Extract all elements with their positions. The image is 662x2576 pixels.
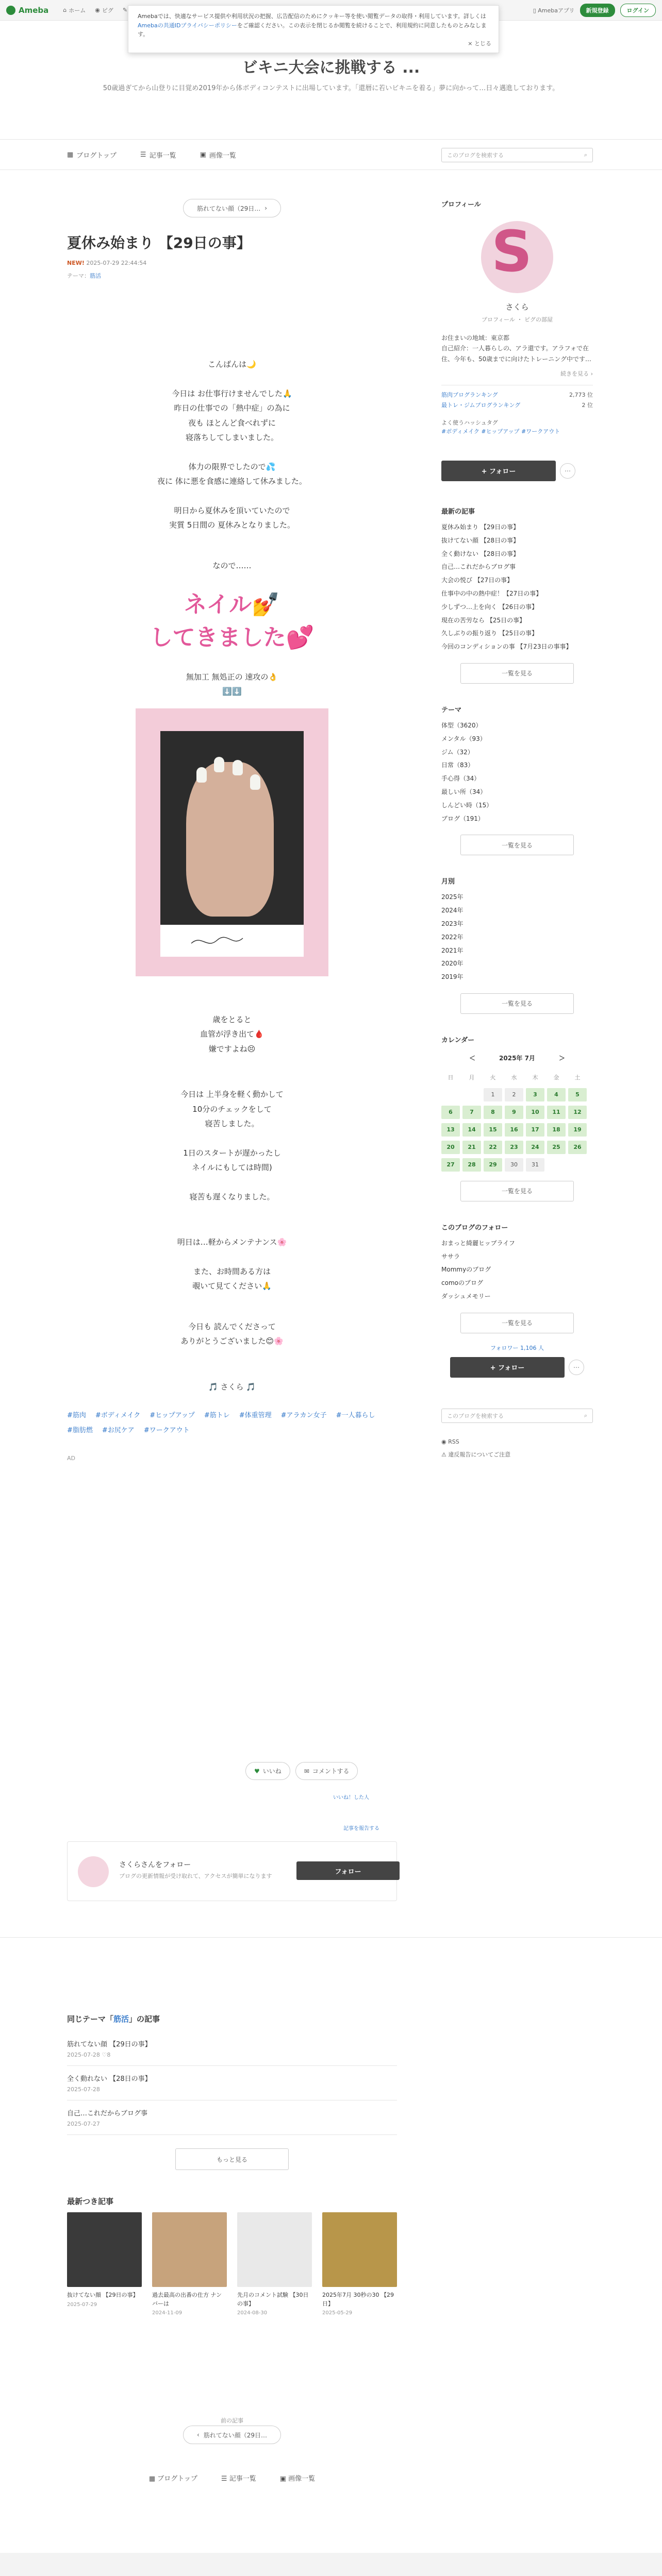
following-list — [441, 1237, 593, 1303]
follow-card-sub: ブログの更新情報が受け取れて、アクセスが簡単になります — [119, 1873, 272, 1879]
list-item[interactable]: 仕事中の中の熱中症！【27日の事】 — [441, 589, 542, 597]
image-list-link[interactable]: ▣ 画像一覧 — [200, 151, 236, 160]
hashtag-link[interactable]: #一人暮らし — [336, 1412, 375, 1420]
list-item[interactable]: ブログ（191） — [441, 815, 484, 822]
profile-heading: プロフィール — [441, 201, 481, 209]
calendar-grid — [441, 1071, 593, 1172]
pager-button[interactable]: ‹ 筋れてない顔（29日… — [183, 2426, 281, 2444]
calendar-day[interactable]: 28 — [462, 1158, 481, 1172]
author-avatar[interactable] — [78, 1856, 109, 1887]
entry-body-2: 歳をとると 血管が浮き出て🩸 嫌ですよね😣 — [200, 1014, 264, 1054]
popular-thumb — [237, 2212, 312, 2287]
nav-pigg[interactable]: ◉ ピグ — [95, 7, 113, 14]
calendar-day[interactable]: 26 — [568, 1141, 587, 1154]
hashtag-link[interactable]: #アラカン女子 — [280, 1412, 327, 1420]
entry-list-link[interactable]: ☰ 記事一覧 — [221, 2475, 256, 2483]
list-item[interactable]: 自己…これだからブログ事 2025-07-27 — [67, 2100, 397, 2135]
calendar-day[interactable]: 10 — [526, 1106, 544, 1119]
nail-photo-image — [160, 731, 304, 927]
hashtag-link[interactable]: #お尻ケア — [102, 1427, 135, 1435]
calendar-dow: 木 — [532, 1074, 538, 1081]
signature-scribble — [160, 925, 304, 957]
consent-close-button[interactable]: × とじる — [468, 40, 491, 47]
like-button[interactable]: ♥ いいね — [245, 1762, 290, 1780]
entry-body-4: 明日は…軽からメンテナンス🌸 また、お時間ある方は 覗いて見てください🙏 — [177, 1238, 287, 1291]
sidebar-follow-2 — [441, 1357, 593, 1378]
popular-card[interactable]: 先月のコメント試験 【30日の事】 2024-08-30 — [237, 2212, 312, 2316]
blog-description: 50歳過ぎてから山登りに目覚め2019年から体ボディコンテストに出場しています。「還暦に若いビキニを着る」夢に向かって…日々邁進しております。 — [103, 84, 559, 92]
nail-photo[interactable] — [136, 708, 328, 976]
month-list — [441, 891, 593, 984]
follow-button[interactable]: フォロー — [296, 1861, 400, 1880]
blog-nav — [0, 139, 662, 170]
rank-row[interactable]: 筋肉ブログランキング 2,773 位 — [441, 392, 593, 399]
calendar-dow: 月 — [469, 1074, 475, 1081]
calendar-day[interactable]: 15 — [484, 1123, 502, 1137]
list-item[interactable]: 2025年 — [441, 893, 464, 901]
list-item[interactable]: ジム（32） — [441, 748, 474, 756]
list-item[interactable]: 現在の苦労なら 【25日の事】 — [441, 616, 526, 624]
calendar-day[interactable]: 24 — [526, 1141, 544, 1154]
calendar-month: 2025年 7月 — [499, 1054, 535, 1062]
calendar-dow: 土 — [574, 1074, 581, 1081]
follow-card — [67, 1841, 397, 1901]
entry-nanode: なので…… — [212, 561, 252, 570]
calendar-day[interactable]: 9 — [505, 1106, 523, 1119]
hashtag-link[interactable]: #ボディメイク — [95, 1412, 141, 1420]
list-item[interactable]: 夏休み始まり 【29日の事】 — [441, 523, 520, 531]
list-item[interactable]: 2021年 — [441, 946, 464, 954]
list-item[interactable]: 久しぶりの振り返り 【25日の事】 — [441, 630, 538, 637]
nail-mark — [196, 767, 207, 783]
month-more-button[interactable]: 一覧を見る — [460, 993, 574, 1014]
calendar-day[interactable]: 14 — [462, 1123, 481, 1137]
list-item[interactable]: 最しい所（34） — [441, 788, 487, 795]
list-item[interactable]: おまっと綺麗ヒップライフ — [441, 1239, 515, 1247]
nail-mark — [233, 760, 243, 775]
list-item[interactable]: 大会の悦び 【27日の事】 — [441, 577, 514, 584]
list-item[interactable]: 2024年 — [441, 907, 464, 914]
follow-card-title: さくらさんをフォロー — [119, 1861, 191, 1869]
next-entry-button[interactable]: 筋れてない顔（29日… › — [183, 199, 281, 217]
entry-list-link[interactable]: ☰ 記事一覧 — [140, 151, 176, 160]
entry-body-5: 今日も 読んでくださって ありがとうございました😊🌸 — [180, 1321, 284, 1346]
list-item[interactable]: 自己…これだからブログ事 — [441, 563, 516, 571]
popular-card[interactable]: 2025年7月 30秒の30 【29日】 2025-05-29 — [322, 2212, 397, 2316]
heart-icon: ♡ — [102, 2052, 107, 2058]
theme-heading: テーマ — [441, 706, 462, 714]
list-item[interactable]: しんどい時（15） — [441, 801, 493, 809]
popular-thumb — [322, 2212, 397, 2287]
bottom-blog-nav — [67, 2473, 397, 2483]
calendar-day[interactable]: 21 — [462, 1141, 481, 1154]
list-icon: ☰ — [140, 151, 146, 159]
sidebar — [441, 199, 593, 1459]
calendar-day[interactable]: 23 — [505, 1141, 523, 1154]
sidebar-search-input[interactable]: このブログを検索する ⌕ — [441, 1409, 593, 1423]
photo-caption: 無加工 無処正の 速攻の👌 ⬇️⬇️ — [186, 672, 278, 697]
nail-mark — [214, 757, 224, 772]
hashtag-link[interactable]: #脂肪燃 — [67, 1427, 93, 1435]
entry-body-3: 今日は 上半身を軽く動かして 10分のチェックをして 寝苦しました。 1日のスタートが遅かったし ネイルにもしては時間) 寝苦も遅くなりました。 — [180, 1090, 284, 1201]
calendar-day[interactable]: 30 — [505, 1158, 523, 1172]
hashtag-link[interactable]: #筋肉 — [67, 1412, 86, 1420]
hashtag-link[interactable]: #ヒップアップ — [150, 1412, 195, 1420]
calendar-dow: 日 — [448, 1074, 454, 1081]
profile-readmore[interactable]: 続きを見る › — [560, 370, 593, 378]
list-item[interactable]: 全く動けない 【28日の事】 — [441, 550, 520, 557]
list-item[interactable]: ダッシュメモリー — [441, 1293, 491, 1300]
more-icon[interactable]: ⋯ — [560, 463, 575, 479]
list-item[interactable]: 全く動れない 【28日の事】 2025-07-28 — [67, 2066, 397, 2100]
heart-icon: ♥ — [254, 1767, 260, 1775]
same-theme-list — [67, 2031, 397, 2135]
new-badge: NEW! — [67, 260, 85, 266]
image-icon: ▣ — [200, 151, 206, 159]
privacy-policy-link[interactable]: Amebaの共通IDプライバシーポリシー — [138, 22, 237, 29]
calendar-day[interactable]: 31 — [526, 1158, 544, 1172]
hand-shape — [186, 762, 274, 917]
cookie-consent-banner: Amebaでは、快適なサービス提供や利用状況の把握、広告配信のためにクッキー等を使い閲覧データの取得・利用しています。詳しくはAmebaの共通IDプライバシーポリシーをご確認ください。この表示を閉じるか閲覧を続けることで、利用規約に同意したものとみなします。 × とじる — [128, 5, 499, 53]
reaction-bar — [245, 1762, 358, 1780]
same-theme-link[interactable]: 筋活 — [113, 2014, 129, 2024]
chevron-left-icon: ‹ — [196, 2431, 200, 2438]
popular-title: 最新つき記事 — [67, 2197, 114, 2206]
calendar-empty — [441, 1088, 460, 1101]
same-theme-more-button[interactable]: もっと見る — [175, 2148, 289, 2170]
calendar-day[interactable]: 11 — [547, 1106, 566, 1119]
calendar-day[interactable]: 6 — [441, 1106, 460, 1119]
calendar-more-button[interactable]: 一覧を見る — [460, 1181, 574, 1201]
calendar-day[interactable]: 4 — [547, 1088, 566, 1101]
rss-link[interactable]: ◉ RSS — [441, 1438, 459, 1445]
calendar-day[interactable]: 13 — [441, 1123, 460, 1137]
rank-row[interactable]: 最トレ・ジムブログランキング 2 位 — [441, 402, 593, 409]
theme-list — [441, 719, 593, 825]
sidebar-follow-button[interactable]: + フォロー — [450, 1357, 565, 1378]
theme-more-button[interactable]: 一覧を見る — [460, 835, 574, 855]
blog-search-input[interactable]: このブログを検索する ⌕ — [441, 148, 593, 162]
entry-meta — [67, 260, 397, 266]
calendar — [441, 1054, 593, 1172]
profile-name[interactable]: さくら — [505, 302, 529, 312]
main-column — [67, 170, 397, 1462]
calendar-day[interactable]: 8 — [484, 1106, 502, 1119]
profile-avatar[interactable] — [481, 218, 553, 293]
report-link[interactable]: ⚠ 違反報告についてご注意 — [441, 1451, 511, 1458]
following-more-button[interactable]: 一覧を見る — [460, 1313, 574, 1333]
list-item[interactable]: 体型（3620） — [441, 721, 482, 729]
list-item[interactable]: 2023年 — [441, 920, 464, 927]
popular-grid — [67, 2212, 397, 2316]
divider — [0, 1937, 662, 1938]
calendar-heading: カレンダー — [441, 1036, 475, 1044]
list-item[interactable]: ササラ — [441, 1252, 460, 1260]
blog-top-link[interactable]: ▦ ブログトップ — [67, 151, 117, 160]
calendar-day[interactable]: 17 — [526, 1123, 544, 1137]
entry-signature: 🎵 さくら 🎵 — [208, 1382, 256, 1392]
hashtag-link[interactable]: #ワークアウト — [143, 1427, 190, 1435]
calendar-day[interactable]: 27 — [441, 1158, 460, 1172]
nav-home[interactable]: ⌂ ホーム — [63, 7, 86, 14]
warning-icon: ⚠ — [441, 1451, 449, 1458]
calendar-day[interactable]: 29 — [484, 1158, 502, 1172]
ad-label: AD — [67, 1455, 75, 1462]
rss-icon: ◉ — [441, 1438, 449, 1445]
avatar-letter: S — [491, 218, 533, 284]
phone-icon: ▯ — [533, 7, 538, 14]
profile-links[interactable]: プロフィール ・ ピグの部屋 — [482, 316, 553, 323]
list-item[interactable]: 日常（83） — [441, 761, 474, 769]
image-list-link[interactable]: ▣ 画像一覧 — [279, 2475, 316, 2483]
sidebar-follow-button[interactable]: + フォロー — [441, 461, 556, 481]
list-item[interactable]: 少しずつ…上を向く 【26日の事】 — [441, 603, 538, 611]
photo-bottom-card — [160, 925, 304, 957]
chevron-right-icon: › — [264, 205, 268, 212]
list-item[interactable]: 2020年 — [441, 960, 464, 968]
ameba-logo-icon — [6, 6, 15, 15]
popular-card[interactable]: 過去最高の出番の仕方 ナンバーは 2024-11-09 — [152, 2212, 227, 2316]
hashtag-link[interactable]: #体重管理 — [239, 1412, 272, 1420]
calendar-day[interactable]: 16 — [505, 1123, 523, 1137]
list-item[interactable]: comoのブログ — [441, 1279, 483, 1287]
calendar-day[interactable]: 22 — [484, 1141, 502, 1154]
calendar-next-button[interactable]: ＞ — [558, 1054, 565, 1062]
calendar-day[interactable]: 1 — [484, 1088, 502, 1101]
calendar-day[interactable]: 7 — [462, 1106, 481, 1119]
profile-bio: お住まいの地域：東京都 自己紹介：一人暮らしの、アラ還です。アラフォで在住、今年も、50歳までに向けたトレーニング中です… — [441, 334, 592, 363]
entry-date: 2025-07-29 22:44:54 — [86, 260, 147, 266]
calendar-prev-button[interactable]: ＜ — [469, 1054, 476, 1062]
latest-list — [441, 521, 593, 654]
ameba-logo[interactable]: Ameba — [6, 6, 48, 15]
calendar-day[interactable]: 5 — [568, 1088, 587, 1101]
recommend-section — [0, 2553, 662, 2576]
list-item[interactable]: 2022年 — [441, 933, 464, 941]
calendar-day[interactable]: 18 — [547, 1123, 566, 1137]
search-icon[interactable]: ⌕ — [584, 1412, 587, 1419]
calendar-empty — [462, 1088, 481, 1101]
list-item[interactable]: 2019年 — [441, 973, 464, 981]
liked-users-link[interactable]: いいね！した人 — [333, 1795, 369, 1801]
list-item[interactable]: Mommyのブログ — [441, 1266, 491, 1274]
blog-title[interactable]: ビキニ大会に挑戦する ... — [242, 59, 420, 77]
list-item[interactable]: 抜けてない顔 【28日の事】 — [441, 536, 520, 544]
month-heading: 月別 — [441, 878, 455, 886]
entry-highlight: ネイル💅 してきました💕 — [150, 591, 315, 651]
login-button[interactable]: ログイン — [620, 4, 656, 17]
hashtag-heading: よく使うハッシュタグ — [441, 419, 498, 427]
popular-thumb — [152, 2212, 227, 2287]
pager-label: 前の記事 — [221, 2417, 243, 2424]
popular-card[interactable]: 抜けてない顔 【29日の事】 2025-07-29 — [67, 2212, 142, 2316]
sidebar-hashtags[interactable]: #ボディメイク #ヒップアップ #ワークアウト — [441, 428, 560, 435]
theme-link[interactable]: 筋活 — [90, 273, 101, 279]
same-theme-title: 同じテーマ「筋活」の記事 — [67, 2014, 160, 2024]
nav-amepro[interactable]: ✎ — [122, 7, 128, 13]
popular-thumb — [67, 2212, 142, 2287]
following-heading: このブログのフォロー — [441, 1224, 508, 1232]
report-entry-link[interactable]: 記事を報告する — [343, 1826, 379, 1832]
entry-body-1: こんばんは🌙 今日は お仕事行けませんでした🙏 昨日の仕事での「熱中症」の為に 夜も ほとんど食べれずに 寝落ちしてしまいました。 体力の限界でしたので💦 夜に 体に悪を食感に連絡して休みました。 明日から夏休みを頂いていたので 実質 5日間の 夏休みとなりました。 — [157, 360, 307, 530]
latest-heading: 最新の記事 — [441, 507, 475, 516]
entry-theme: テーマ：筋活 — [67, 273, 101, 279]
nail-mark — [250, 774, 260, 790]
hashtag-link[interactable]: #筋トレ — [204, 1412, 230, 1420]
home-icon: ▦ — [67, 151, 74, 159]
list-item[interactable]: メンタル（93） — [441, 735, 486, 742]
search-icon[interactable]: ⌕ — [584, 151, 587, 158]
comment-button[interactable]: ✉ コメントする — [295, 1762, 358, 1780]
app-link[interactable]: ▯ Amebaアプリ — [533, 7, 575, 14]
calendar-day[interactable]: 20 — [441, 1141, 460, 1154]
hashtag-list — [67, 1410, 397, 1434]
list-item[interactable]: 手心得（34） — [441, 775, 481, 783]
sidebar-follow — [441, 461, 593, 481]
calendar-dow: 火 — [490, 1074, 496, 1081]
entry-title: 夏休み始まり 【29日の事】 — [67, 234, 251, 251]
list-item[interactable]: 筋れてない顔 【29日の事】 2025-07-28 ♡8 — [67, 2031, 397, 2066]
signup-button[interactable]: 新規登録 — [580, 4, 615, 17]
follower-count[interactable]: フォロワー 1,106 人 — [490, 1344, 544, 1351]
latest-more-button[interactable]: 一覧を見る — [460, 663, 574, 684]
blog-top-link[interactable]: ▦ ブログトップ — [148, 2475, 197, 2483]
calendar-empty — [547, 1158, 566, 1172]
calendar-day[interactable]: 19 — [568, 1123, 587, 1137]
calendar-day[interactable]: 12 — [568, 1106, 587, 1119]
more-icon[interactable]: ⋯ — [569, 1360, 584, 1375]
calendar-day[interactable]: 3 — [526, 1088, 544, 1101]
same-theme-section — [67, 2013, 397, 2170]
calendar-day[interactable]: 2 — [505, 1088, 523, 1101]
calendar-day[interactable]: 25 — [547, 1141, 566, 1154]
calendar-dow: 金 — [553, 1074, 559, 1081]
calendar-dow: 水 — [511, 1074, 517, 1081]
comment-icon: ✉ — [304, 1767, 309, 1775]
calendar-empty — [568, 1158, 587, 1172]
list-item[interactable]: 今回のコンディションの事 【7月23日の事事】 — [441, 643, 572, 651]
